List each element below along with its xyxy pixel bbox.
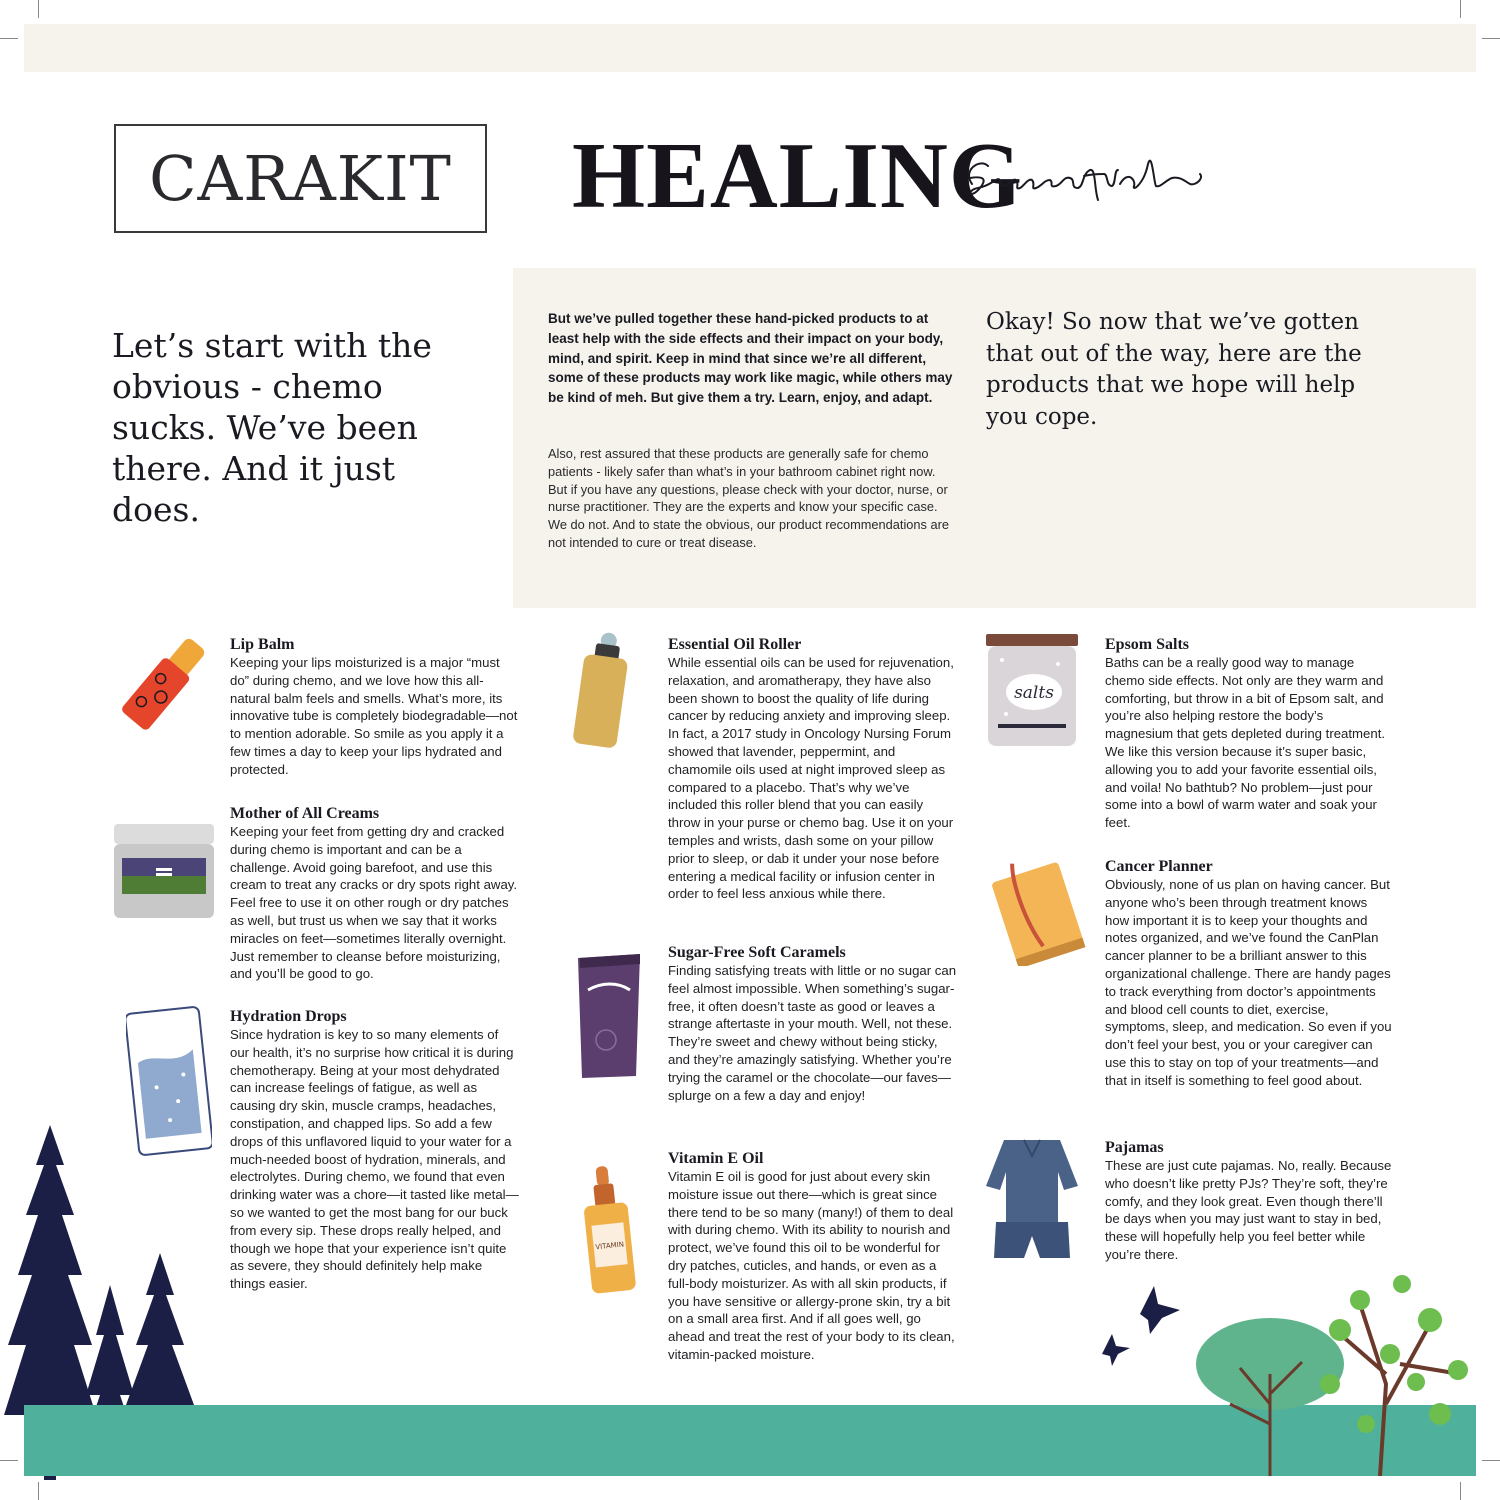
product-vitamin-e [668,1150,958,1364]
intro-disclaimer-text: Also, rest assured that these products are generally safe for chemo patients - likely safer than what’s in your bathroom cabinet right now. But if you have any questions, please check with your doctor, nurse, or nurse practitioner. They are the experts and know your specific case. We do not. And to state the obvious, our product recommendations are not intended to cure or treat disease. [548,446,949,550]
planner-book-icon [988,856,1088,966]
vitamin-label: VITAMIN [594,1240,625,1252]
salts-label: salts [1014,683,1054,703]
product-title: Cancer Planner [1105,858,1213,875]
product-title: Pajamas [1105,1139,1164,1156]
vitamin-bottle-icon [578,1166,638,1294]
birds-illustration [1100,1284,1190,1370]
product-cancer-planner [1105,858,1395,1090]
pajamas-icon [984,1136,1080,1260]
crop-mark [1460,1482,1461,1500]
product-description: Finding satisfying treats with little or no sugar can feel almost impossible. When something’s sugar-free, it often doesn’t taste as good or leaves a strange aftertaste in your mouth. Well, not these. They’re sweet and chewy without being sticky, and they’re amazingly satisfying. Whether you’re trying the caramel or the chocolate—our faves—splurge on a few a day and enjoy! [668,963,957,1103]
product-caramels [668,944,958,1104]
product-description: Keeping your lips moisturized is a major “must do” during chemo, and we love how this all-natural balm feels and smells. What’s more, its innovative tube is completely biodegradable—not to mention adorable. So smile as you apply it a few times a day to keep your lips hydrated and protected. [230,655,518,777]
product-title: Sugar-Free Soft Caramels [668,944,846,961]
intro-headline: Let’s start with the obvious - chemo sucks. We’ve been there. And it just does. [112,326,432,529]
crop-mark [1482,1460,1500,1461]
product-hydration-drops [230,1008,520,1293]
logo-text: CARAKIT [149,142,452,215]
top-band [24,24,1476,72]
product-description: These are just cute pajamas. No, really. Because who doesn’t like pretty PJs? They’re soft, they’re comfy, and they look great. Even though there’ll be days when you may just want to stay in bed, these will hopefully help you feel better while you’re there. [1105,1158,1392,1262]
crop-mark [38,1482,39,1500]
cream-jar-icon [112,824,216,918]
product-description: Obviously, none of us plan on having cancer. But anyone who’s been through treatment knows how important it is to keep your thoughts and notes organized, and we’ve found the CanPlan cancer planner to be a brilliant answer to this organizational challenge. There are handy pages to track everything from doctor’s appointments and blood cell counts to diet, exercise, symptoms, sleep, and medication. So even if you don’t feel your best, you or your caregiver can use this to stay on top of your treatments—and that in itself is something to feel good about. [1105,877,1392,1088]
crop-mark [0,38,18,39]
logo [114,124,487,233]
product-epsom-salts [1105,636,1395,832]
caramel-bag-icon [574,950,644,1080]
product-oil-roller [668,636,958,903]
intro-serif-text: Okay! So now that we’ve gotten that out of the way, here are the products that we hope will help you cope. [986,309,1362,430]
product-lip-balm [230,636,520,779]
crop-mark [1482,38,1500,39]
product-title: Mother of All Creams [230,805,380,822]
product-title: Lip Balm [230,636,295,653]
product-description: Since hydration is key to so many elements of our health, it’s no surprise how critical it is during chemotherapy. Being at your most dehydrated can increase feelings of fatigue, as well as causing dry skin, muscle cramps, headaches, constipation, and chapped lips. So add a few drops of this unflavored liquid to your water for a much-needed boost of hydration, minerals, and electrolytes. During chemo, we found that even drinking water was a chore—it tasted like metal—so we wanted to get the most bang for our buck from every sip. These drops really helped, and though we hope that your experience isn’t quite as severe, they should definitely help make things easier. [230,1027,519,1292]
page-title: HEALING [572,124,1023,228]
product-pajamas [1105,1139,1395,1264]
epsom-salt-bag-icon [986,634,1078,746]
crop-mark [1460,0,1461,18]
product-title: Vitamin E Oil [668,1150,764,1167]
product-description: Vitamin E oil is good for just about every skin moisture issue out there—which is great since there tend to be so many (many!) of them to deal with during chemo. With its ability to nourish and protect, we’ve found this oil to be wonderful for dry patches, cuticles, and hands, or even as a full-body moisturizer. As with all skin products, if you have sensitive or allergy-prone skin, try a bit on a small area first. And if all goes well, go ahead and treat the rest of your body to its clean, vitamin-packed moisture. [668,1169,955,1362]
crop-mark [38,0,39,18]
product-title: Epsom Salts [1105,636,1190,653]
product-mother-cream [230,805,520,983]
lip-balm-icon [114,636,214,732]
oil-roller-icon [568,630,632,748]
product-description: Keeping your feet from getting dry and cracked during chemo is important and can be a challenge. Avoid going barefoot, and use this cream to treat any cracks or dry spots right away. Feel free to use it on other rough or dry patches as well, but trust us when we say that it works miracles on feet—sometimes literally overnight. Just remember to cleanse before moisturizing, and you’ll be good to go. [230,824,518,982]
product-title: Hydration Drops [230,1008,347,1025]
intro-bold-text: But we’ve pulled together these hand-picked products to at least help with the side effects and their impact on your body, mind, and spirit. Keep in mind that since we’re all different, some of these products may work like magic, while others may be kind of meh. But give them a try. Learn, enjoy, and adapt. [548,311,953,406]
product-description: Baths can be a really good way to manage chemo side effects. Not only are they warm and comforting, but throw in a bit of Epsom salt, and you’re also helping restore the body’s magnesium that gets depleted during treatment. We like this version because it’s super basic, allowing you to add your favorite essential oils, and voila! No bathtub? No problem—just pour some into a bowl of warm water and soak your feet. [1105,655,1386,831]
product-title: Essential Oil Roller [668,636,802,653]
script-subtitle [958,140,1214,220]
product-description: While essential oils can be used for rejuvenation, relaxation, and aromatherapy, they have also been shown to boost the quality of life during cancer by reducing anxiety and improving sleep. In fact, a 2017 study in Oncology Nursing Forum showed that lavender, peppermint, and chamomile oils used at night improved sleep as compared to a placebo. That’s why we’ve included this roller blend that you can easily throw in your purse or chemo bag. Use it on your temples and wrists, dash some on your pillow prior to sleep, or dab it under your nose before entering a medical facility or infusion center in order to feel less anxious while there. [668,655,954,902]
deciduous-trees-illustration [1190,1264,1476,1476]
